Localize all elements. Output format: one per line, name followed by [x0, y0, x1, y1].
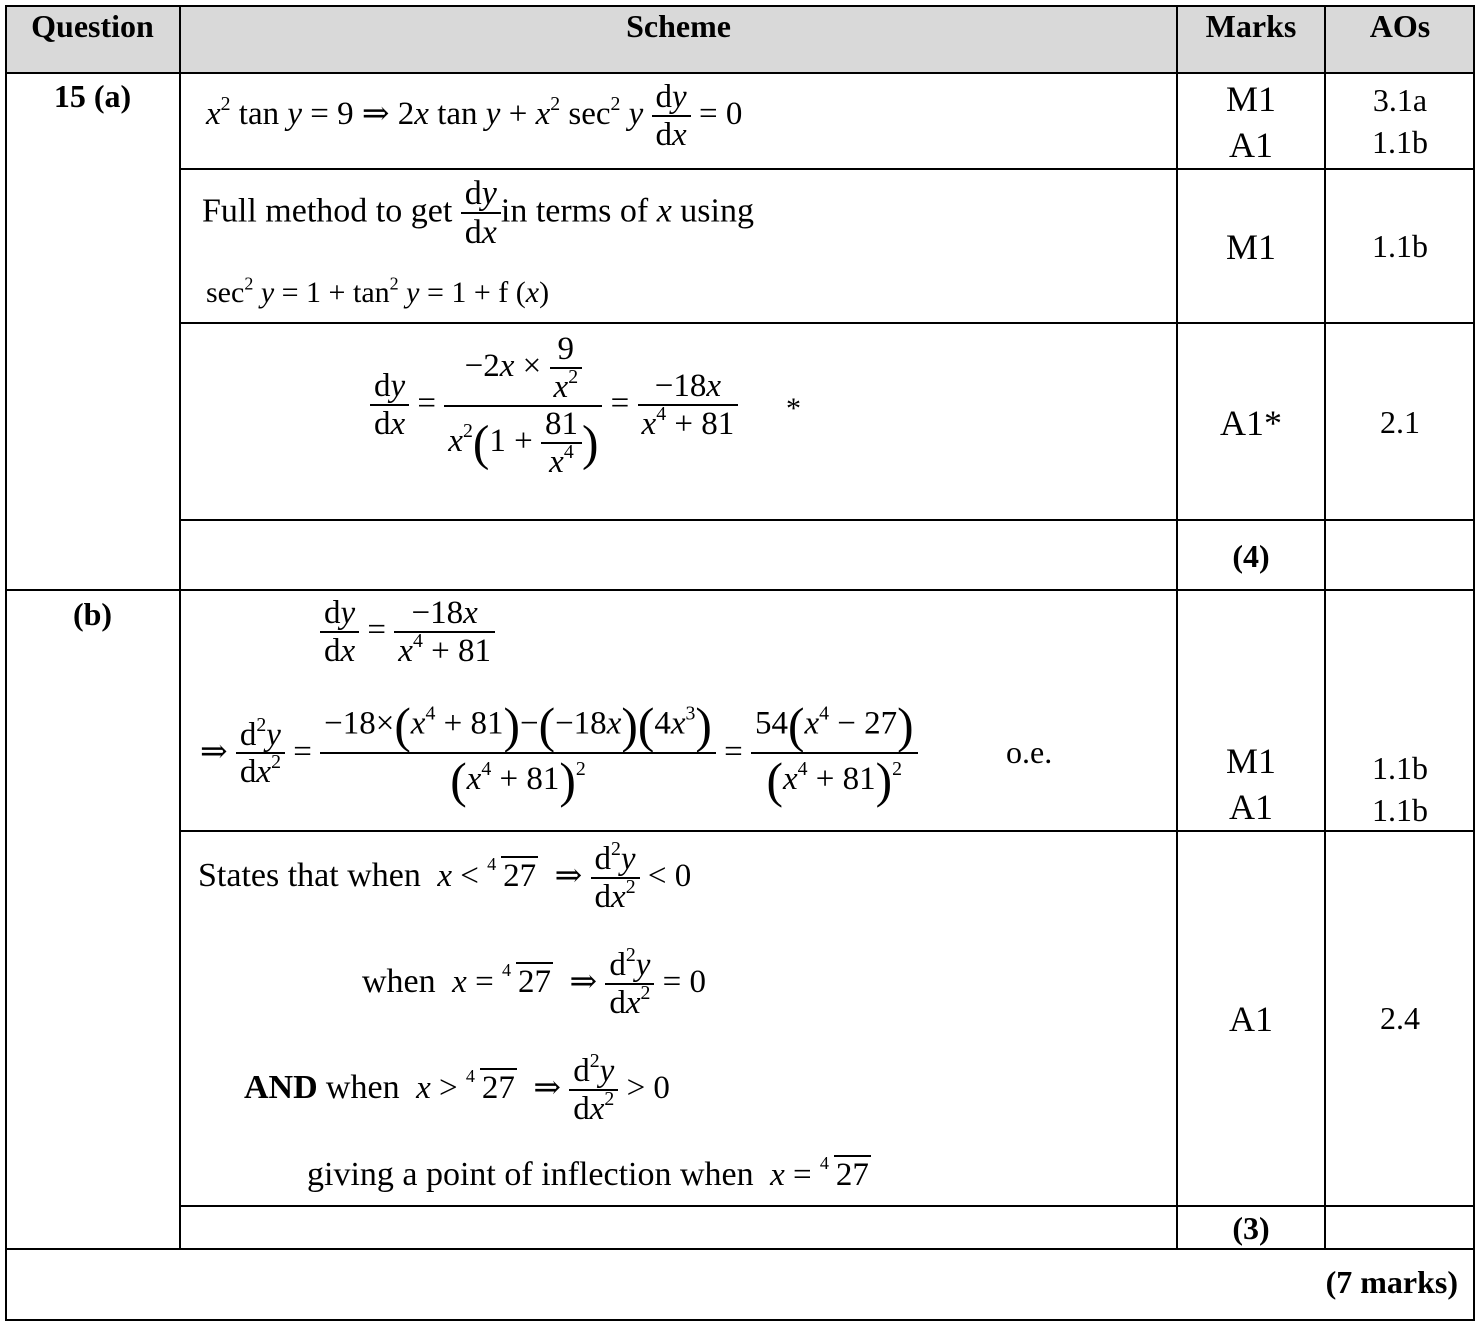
- subtotal-b: (3): [1232, 1210, 1270, 1246]
- question-label-15a: 15 (a): [53, 78, 132, 114]
- part-divider: [5, 589, 1475, 591]
- row-divider-a3: [179, 519, 1475, 521]
- scheme-b-condition-equal: when x = 4 27 ⇒ $\frac{d^2y}{dx^2}$ = 0: [362, 944, 707, 1021]
- scheme-b-condition-less: States that when x < 4 27 ⇒ $\frac{d^2y}{dx^2}$ < 0: [198, 838, 692, 915]
- scheme-b-given: $\frac{dy}{dx}$ = $\frac{-18x}{x^4 + 81}$: [320, 596, 495, 669]
- text-states-that-when: States that when: [198, 857, 421, 895]
- text-full-method: Full method to get: [202, 192, 453, 230]
- marks-a-a1-star: A1*: [1220, 403, 1282, 443]
- text-var-x: x: [656, 192, 672, 230]
- scheme-a-step2-identity: $\sec^2 y = 1 + \tan^2 y = 1 + f$ (x): [206, 273, 550, 309]
- result-star: *: [786, 392, 801, 425]
- border-bottom: [5, 1319, 1475, 1321]
- scheme-b-second-derivative: ⇒ $\frac{d^2y}{dx^2}$ = $\frac{-18\times(x^4 + 81)-(-18x)(4x^3)}{(x^4 + 81)^2}$ = $\frac{54(x^4 - 27)}{(x^4 + 81)^2}$: [200, 700, 918, 808]
- ao-a-result: 2.1: [1380, 404, 1420, 440]
- border-left: [5, 5, 7, 1321]
- col-divider-marks: [1176, 5, 1178, 1250]
- header-question: Question: [31, 8, 154, 44]
- text-in-terms-of: in terms of: [500, 192, 649, 230]
- total-marks: (7 marks): [1325, 1264, 1458, 1300]
- header-scheme: Scheme: [626, 8, 731, 44]
- marks-a-m1: M1: [1225, 79, 1276, 119]
- text-using: using: [680, 192, 754, 230]
- text-and: AND: [244, 1069, 318, 1107]
- text-giving-inflection: giving a point of inflection when: [307, 1156, 754, 1193]
- col-divider-aos: [1324, 5, 1326, 1250]
- marks-b-a1: A1: [1229, 787, 1273, 827]
- row-divider-a2: [179, 322, 1475, 324]
- scheme-a-result: $\frac{dy}{dx}$ = −2x × $\frac{9}{x^2}$ $x^2(1$ + $\frac{81}{x^4}$ ) = $\frac{-18x}{x^4 + 81}$: [370, 332, 738, 480]
- text-when-greater: when: [325, 1069, 400, 1107]
- ao-b-conclusion: 2.4: [1380, 1000, 1420, 1036]
- scheme-b-condition-greater: AND when x > 4 27 ⇒ $\frac{d^2y}{dx^2}$ > 0: [244, 1050, 670, 1127]
- question-label-b: (b): [72, 596, 113, 632]
- header-divider: [5, 72, 1475, 74]
- marks-a-m1-method: M1: [1225, 227, 1276, 267]
- marks-b-m1: M1: [1225, 741, 1276, 781]
- total-divider: [5, 1248, 1475, 1250]
- border-top: [5, 5, 1475, 7]
- oe-note: o.e.: [1006, 734, 1053, 770]
- ao-b-2: 1.1b: [1372, 792, 1428, 828]
- row-divider-b1: [179, 830, 1475, 832]
- ao-a-1: 3.1a: [1372, 82, 1428, 118]
- row-divider-a1: [179, 168, 1475, 170]
- scheme-a-step1: $x^2$ tan y = 9 ⇒ 2x $\tan y + x^2$ $\sec^2 y$ $\frac{dy}{dx}$ = 0: [206, 79, 743, 153]
- ao-a-method: 1.1b: [1372, 228, 1428, 264]
- scheme-a-step2-text: Full method to get $\frac{dy}{dx}$ in terms of x using: [202, 175, 754, 251]
- scheme-b-conclusion: giving a point of inflection when x = 4 27: [307, 1153, 869, 1193]
- marks-b-a1-conclusion: A1: [1229, 999, 1273, 1039]
- marks-a-a1: A1: [1229, 125, 1273, 165]
- row-divider-b2: [179, 1205, 1475, 1207]
- subtotal-a: (4): [1232, 538, 1270, 574]
- text-when-equal: when: [362, 963, 436, 1001]
- header-aos: AOs: [1369, 8, 1431, 44]
- header-marks: Marks: [1205, 8, 1297, 44]
- ao-b-1: 1.1b: [1372, 750, 1428, 786]
- border-right: [1473, 5, 1475, 1321]
- ao-a-2: 1.1b: [1372, 124, 1428, 160]
